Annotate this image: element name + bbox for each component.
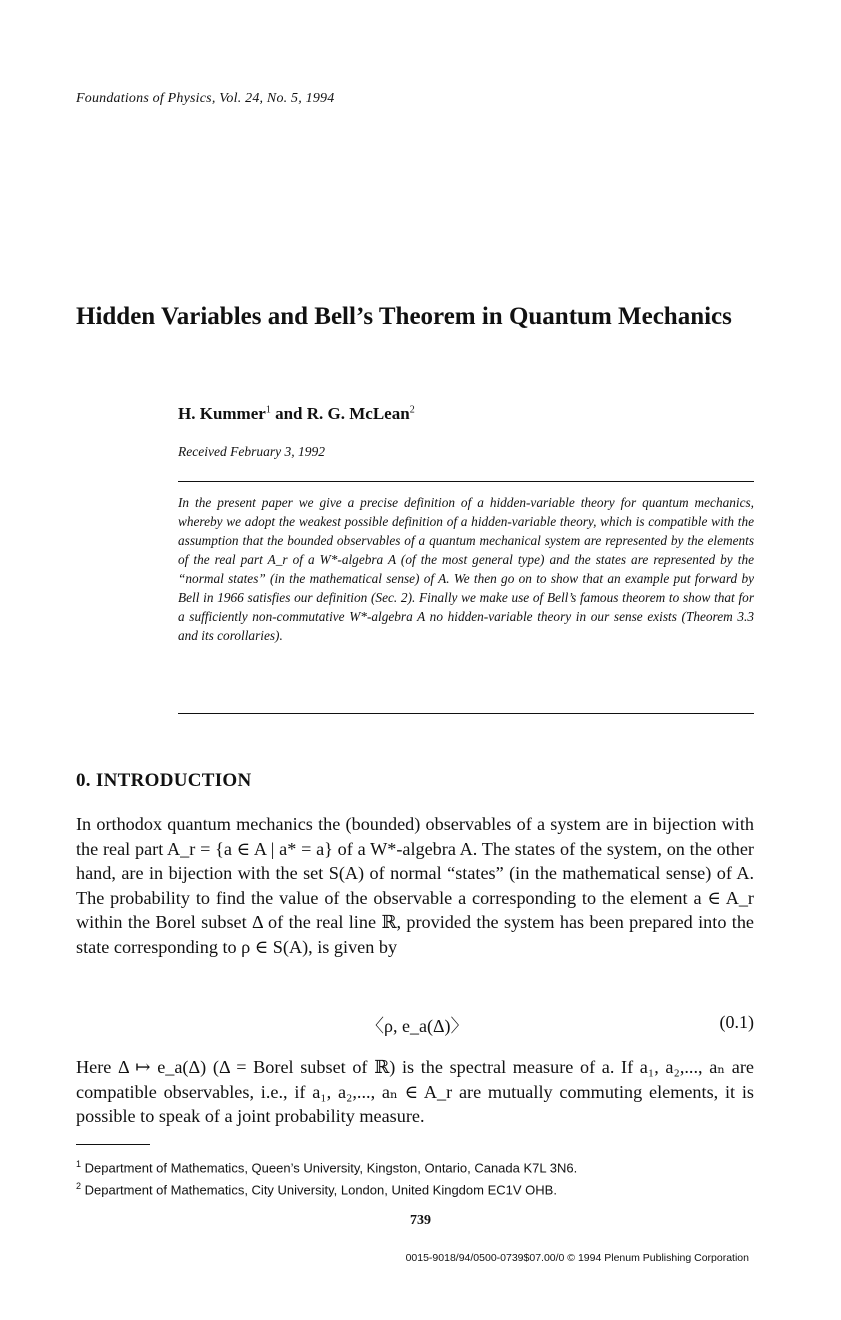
intro-paragraph-1: In orthodox quantum mechanics the (bounded) observables of a system are in bijection with the real part A_r = {a ∈ A | a* = a} of a W*-algebra A. The states of the system, on the other hand, are in bijection with the set S(A) of normal “states” (in the mathematical sense) of A. The probability to find the value of the observable a corresponding to the element a ∈ A_r within the Borel subset Δ of the real line ℝ, provided the system has been prepared into the state corresponding to ρ ∈ S(A), is given by (76, 814, 754, 957)
footnote-1: $^1$ Department of Mathematics, Queen’s University, Kingston, Ontario, Canada K7L 3N6. (76, 1159, 578, 1176)
equation-block (76, 1012, 754, 1038)
author-1-name: H. Kummer (178, 404, 266, 423)
footnote-rule (76, 1144, 150, 1145)
author-1-mark: 1 (265, 404, 271, 416)
page-number: 739 (410, 1213, 431, 1228)
abstract-bottom-rule (178, 713, 754, 714)
section-heading: 0. INTRODUCTION (76, 770, 252, 791)
author-joiner: and (275, 404, 303, 423)
author-2-mark: 2 (409, 404, 415, 416)
intro-paragraph-2: Here Δ ↦ e_a(Δ) (Δ = Borel subset of ℝ) is the spectral measure of a. If a₁, a₂,..., aₙ are compatible observables, i.e., if a₁, a₂,..., aₙ ∈ A_r are mutually commuting elements, it is possible to speak of a joint probability measure. (76, 1057, 754, 1126)
footnote-2: $^2$ Department of Mathematics, City University, London, United Kingdom EC1V OHB. (76, 1181, 557, 1198)
copyright-line: 0015-9018/94/0500-0739$07.00/0 © 1994 Plenum Publishing Corporation (405, 1252, 749, 1264)
equation-number: (0.1) (719, 1012, 754, 1032)
abstract-top-rule (178, 481, 754, 482)
author-line (178, 404, 415, 424)
received-date: Received February 3, 1992 (178, 444, 325, 459)
abstract-text: In the present paper we give a precise definition of a hidden-variable theory for quantum mechanics, whereby we adopt the weakest possible definition of a hidden-variable theory, which is compatible with the assumption that the bounded observables of a quantum mechanical system are represented by the elements of the real part A_r of a W*-algebra A (of the most general type) and the states are represented by the “normal states” (in the mathematical sense) of A. We then go on to show that an example put forward by Bell in 1966 satisfies our definition (Sec. 2). Finally we make use of Bell’s famous theorem to show that for a sufficiently non-commutative W*-algebra A no hidden-variable theory in our sense exists (Theorem 3.3 and its corollaries). (178, 495, 754, 643)
journal-citation: Foundations of Physics, Vol. 24, No. 5, 1994 (76, 91, 335, 106)
author-2-name: R. G. McLean (306, 404, 410, 423)
footnotes (76, 1155, 776, 1200)
paper-title: Hidden Variables and Bell’s Theorem in Quantum Mechanics (76, 303, 732, 330)
equation: 〈ρ, e_a(Δ)〉 (366, 1016, 469, 1036)
